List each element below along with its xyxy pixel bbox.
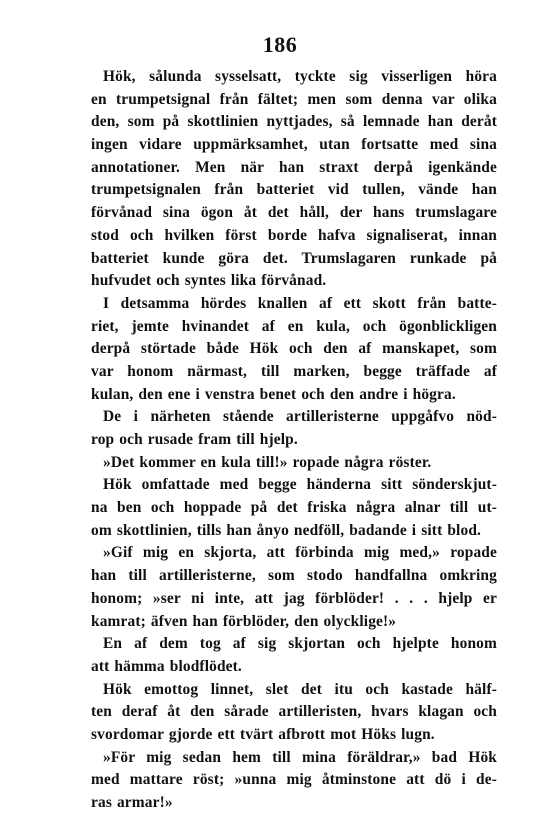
text-line: en trumpetsignal från fältet; men som denna var olika (91, 90, 497, 108)
text-line: med mattare röst; »unna mig åtminstone att dö i de- (91, 771, 497, 789)
text-line: kulan, den ene i venstra benet och den andre i högra. (91, 385, 456, 403)
page-number: 186 (262, 32, 298, 57)
text-line: batteriet kunde göra det. Trumslagaren runkade på (91, 249, 497, 267)
text-line: ingen vidare uppmärksamhet, utan fortsatte med sina (91, 136, 497, 154)
text-line: rop och rusade fram till hjelp. (91, 431, 298, 448)
text-line: Hök, sålunda sysselsatt, tyckte sig visserligen höra (103, 68, 497, 85)
text-line: »Gif mig en skjorta, att förbinda mig med,» ropade (103, 544, 497, 562)
text-line: annotationer. Men när han straxt derpå igenkände (91, 158, 497, 176)
text-line: derpå störtade både Hök och den af manskapet, som (91, 340, 497, 358)
text-line: »För mig sedan hem till mina föräldrar,» bad Hök (103, 748, 497, 766)
text-line: den, som på skottlinien nyttjades, så lemnade han deråt (91, 113, 497, 131)
body-text (91, 66, 497, 815)
text-line: om skottlinien, tills han ånyo nedföll, badande i sitt blod. (91, 521, 482, 539)
text-line: »Det kommer en kula till!» ropade några röster. (103, 453, 432, 471)
text-line: svordomar gjorde ett tvärt afbrott mot Höks lugn. (91, 725, 435, 743)
text-line: ras armar!» (91, 794, 173, 811)
text-line: att hämma blodflödet. (91, 657, 242, 675)
text-line: De i närheten stående artilleristerne uppgåfvo nöd- (103, 408, 497, 426)
text-line: stod och hvilken först borde hafva signaliserat, innan (91, 226, 497, 244)
text-line: I detsamma hördes knallen af ett skott från batte- (103, 294, 497, 312)
text-line: ten deraf åt den sårade artilleristen, hvars klagan och (91, 703, 497, 721)
text-line: trumpetsignalen från batteriet vid tullen, vände han (91, 181, 497, 199)
text-line: hufvudet och syntes lika förvånad. (91, 272, 327, 290)
text-line: var honom närmast, till marken, begge träffade af (91, 362, 497, 380)
text-line: En af dem tog af sig skjortan och hjelpte honom (103, 635, 497, 653)
text-line: riet, jemte hvinandet af en kula, och ögonblickligen (91, 317, 497, 335)
text-line: na ben och hoppade på det friska några alnar till ut- (91, 499, 497, 517)
text-line: kamrat; äfven han förblöder, den olycklige!» (91, 612, 397, 630)
text-line: Hök emottog linnet, slet det itu och kastade hälf- (103, 680, 497, 698)
text-line: han till artilleristerne, som stodo handfallna omkring (91, 567, 497, 585)
text-line: förvånad sina ögon åt det håll, der hans trumslagare (91, 204, 497, 222)
text-line: honom; »ser ni inte, att jag förblöder! . . . hjelp er (91, 589, 497, 607)
text-line: Hök omfattade med begge händerna sitt sönderskjut- (103, 476, 497, 494)
